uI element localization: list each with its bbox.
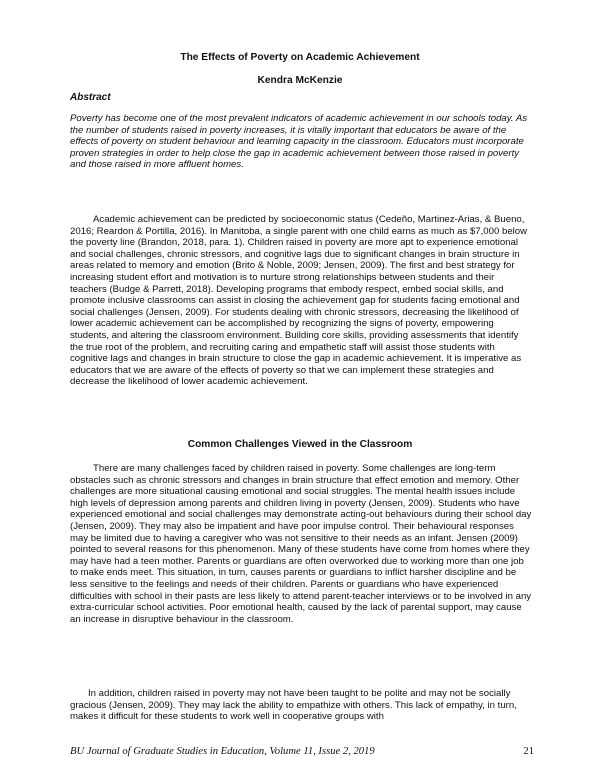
body-paragraph: In addition, children raised in poverty may not have been taught to be polite and may not be socially gracious (Jensen, 2009). They may lack the ability to empathize with others. This lack of empathy, in turn, makes it difficult for these students to work well in cooperative groups with	[70, 688, 517, 723]
section-heading: Common Challenges Viewed in the Classroom	[187, 439, 413, 450]
abstract-heading: Abstract	[70, 92, 111, 103]
body-paragraph: Academic achievement can be predicted by socioeconomic status (Cedeño, Martinez-Arias, & Bueno, 2016; Reardon & Portilla, 2016). In Manitoba, a single parent with one child earns as much as $7,000 below the poverty line (Brandon, 2018, para. 1). Children raised in poverty are more apt to experience emotional and social challenges, chronic stressors, and cognitive lags due to significant changes in brain structure in areas related to memory and emotion (Brito & Noble, 2009; Jensen, 2009). The first and best strategy for increasing student effort and motivation is to nurture strong relationships between students and their teachers (Budge & Parrett, 2018). Developing programs that embody respect, embed social skills, and promote inclusive classrooms can assist in closing the achievement gap for students facing emotional and social challenges (Jensen, 2009). For students dealing with chronic stressors, decreasing the likelihood of lower academic achievement can be accomplished by recognizing the signs of poverty, empowering students, and altering the classroom environment. Building core skills, providing assessments that identify the true root of the problem, and recruiting caring and empathetic staff will assist those students with cognitive lags and changes in brain structure to close the gap in academic achievement. It is imperative as educators that we are aware of the effects of poverty so that we can implement these strategies and decrease the likelihood of lower academic achievement.	[70, 214, 528, 388]
body-paragraph: There are many challenges faced by children raised in poverty. Some challenges are long-term obstacles such as chronic stressors and changes in brain structure that effect emotion and memory. Other challenges are more situational causing emotional and social struggles. The mental health issues include high levels of depression among parents and children living in poverty (Jensen, 2009). Students who have experienced emotional and social challenges may demonstrate acting-out behaviours during their school day (Jensen, 2009). They may also be impatient and have poor impulse control. Their behavioural responses may be limited due to having a caregiver who was not sensitive to their needs as an infant. Jensen (2009) pointed to several reasons for this phenomenon. Many of these students have come from homes where they may have had a teen mother. Parents or guardians are often overworked due to working more than one job to make ends meet. This situation, in turn, causes parents or guardians to inflict harsher discipline and be less sensitive to the feelings and needs of their children. Parents or guardians who have experienced difficulties with school in their pasts are less likely to attend parent-teacher interviews or to be involved in any extra-curricular school activities. Poor emotional health, caused by the lack of parental support, may cause an increase in disruptive behaviour in the classroom.	[70, 463, 532, 625]
article-author: Kendra McKenzie	[257, 75, 343, 86]
article-title: The Effects of Poverty on Academic Achievement	[180, 52, 420, 63]
abstract-text: Poverty has become one of the most prevalent indicators of academic achievement in our schools today. As the number of students raised in poverty increases, it is vitally important that educators be aware of the effects of poverty on student behaviour and learning capacity in the classroom. Educators must incorporate proven strategies in order to help close the gap in academic achievement between those raised in poverty and those raised in more affluent homes.	[70, 113, 528, 171]
page-number: 21	[523, 746, 534, 757]
footer-journal-citation: BU Journal of Graduate Studies in Education, Volume 11, Issue 2, 2019	[70, 746, 375, 757]
